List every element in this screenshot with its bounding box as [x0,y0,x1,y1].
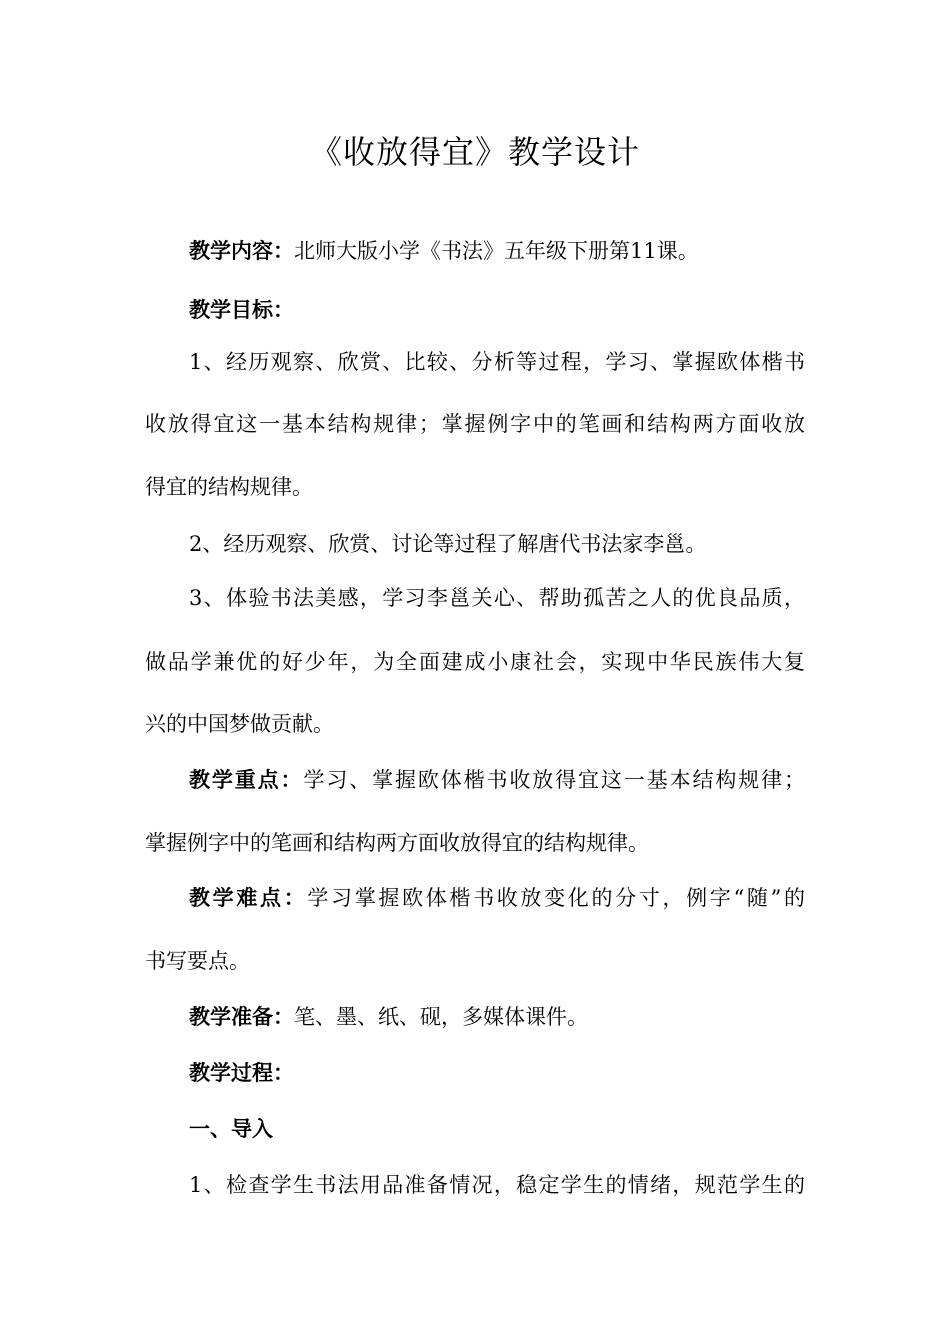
difficulties-text: 学习掌握欧体楷书收放变化的分寸，例字“随”的 [307,886,805,910]
objective-3-line-3: 兴的中国梦做贡献。 [145,712,334,736]
key-points-line-2: 掌握例字中的笔画和结构两方面收放得宜的结构规律。 [145,831,649,855]
objective-3-line-1: 3、体验书法美感，学习李邕关心、帮助孤苦之人的优良品质， [189,586,805,610]
objective-2-line-1: 2、经历观察、欣赏、讨论等过程了解唐代书法家李邕。 [189,532,707,556]
document-title: 《收放得宜》教学设计 [309,133,640,171]
teaching-preparation [189,1002,805,1032]
teaching-content-text: 北师大版小学《书法》五年级下册第11课。 [294,239,699,263]
teaching-process-heading [189,1058,805,1088]
step-1-line-1: 1、检查学生书法用品准备情况，稳定学生的情绪，规范学生的 [189,1173,805,1197]
key-points-line-1 [189,765,805,795]
objective-1-line-2: 收放得宜这一基本结构规律；掌握例字中的笔画和结构两方面收放 [145,412,805,436]
preparation-label: 教学准备： [189,1005,294,1029]
objective-1-line-1: 1、经历观察、欣赏、比较、分析等过程，学习、掌握欧体楷书 [189,350,805,374]
section-1-heading [189,1114,805,1144]
key-points-label: 教学重点： [189,768,304,792]
teaching-content-label: 教学内容： [189,239,294,263]
teaching-objectives-label: 教学目标： [189,298,294,322]
teaching-objectives-heading [189,295,805,325]
teaching-content [189,236,805,266]
section-1-label: 一、导入 [189,1117,273,1141]
difficulties-line-1 [189,883,805,913]
objective-1-line-3: 得宜的结构规律。 [145,475,313,499]
key-points-text: 学习、掌握欧体楷书收放得宜这一基本结构规律； [303,768,805,792]
preparation-text: 笔、墨、纸、砚，多媒体课件。 [294,1005,588,1029]
process-label: 教学过程： [189,1061,294,1085]
difficulties-line-2: 书写要点。 [145,949,250,973]
difficulties-label: 教学难点： [189,886,308,910]
objective-3-line-2: 做品学兼优的好少年，为全面建成小康社会，实现中华民族伟大复 [145,650,805,674]
